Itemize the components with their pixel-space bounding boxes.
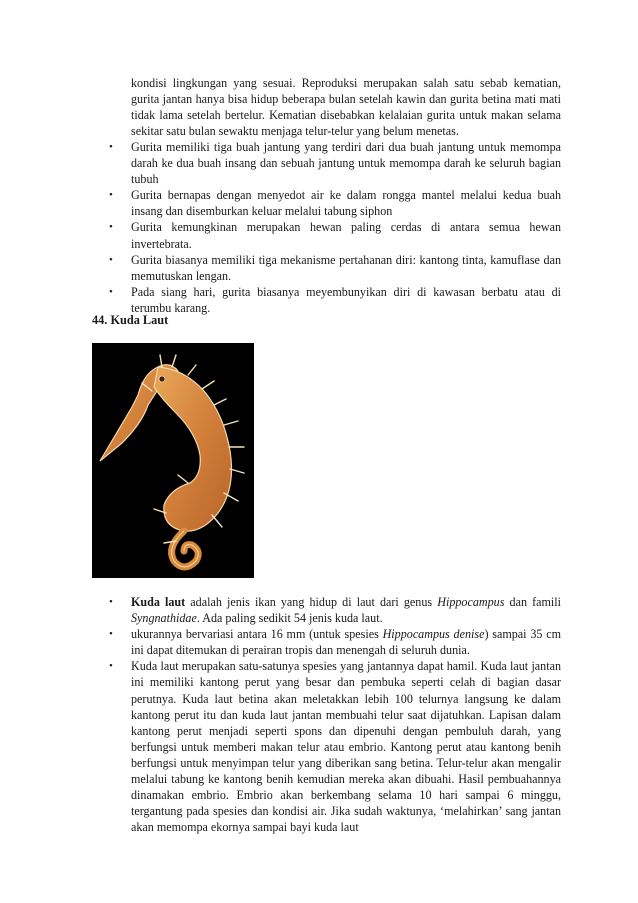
- list-item: • Kuda laut merupakan satu-satunya spesies yang jantannya dapat hamil. Kuda laut jantan ini memiliki kantong perut yang besar dan pembuka seperti celah di bagian dasar perutnya. Kuda laut betina akan meletakkan lebih 100 telurnya langsung ke dalam kantong perut itu dan kuda laut jantan membuahi telur saat dijatuhkan. Lapisan dalam kantong perut menjadi seperti spons dan dipenuhi dengan pembuluh darah, yang berfungsi untuk memberi makan telur atau embrio. Kantong perut atau kantong benih berfungsi untuk menyimpan telur yang diberikan sang betina. Telur-telur akan mengalir melalui tabung ke kantong benih kemudian mereka akan dibuahi. Hasil pembuahannya dinamakan embrio. Embrio akan berkembang selama 10 hari sampai 6 minggu, tergantung pada spesies dan kondisi air. Jika sudah waktunya, ‘melahirkan’ sang jantan akan memompa ekornya sampai bayi kuda laut: [109, 659, 561, 835]
- list-item: • ukurannya bervariasi antara 16 mm (untuk spesies Hippocampus denise) sampai 35 cm ini dapat ditemukan di perairan tropis dan menengah di seluruh dunia.: [109, 627, 561, 658]
- section-heading: 44. Kuda Laut: [92, 313, 169, 327]
- species-name: Hippocampus denise: [382, 627, 485, 642]
- bullet-icon: •: [109, 628, 113, 641]
- bullet-icon: •: [109, 660, 113, 673]
- term-bold: Kuda laut: [131, 595, 186, 609]
- list-item: • Gurita memiliki tiga buah jantung yang terdiri dari dua buah jantung untuk memompa darah ke dua buah insang dan sebuah jantung untuk memompa darah ke seluruh bagian tubuh: [109, 140, 561, 187]
- family-name: Syngnathidae: [131, 611, 197, 626]
- bullet-icon: •: [109, 596, 113, 608]
- list-item: • Gurita biasanya memiliki tiga mekanisme pertahanan diri: kantong tinta, kamuflase dan memutuskan lengan.: [109, 252, 561, 283]
- bullet-icon: •: [109, 253, 113, 266]
- list-item: • Gurita bernapas dengan menyedot air ke dalam rongga mantel melalui kedua buah insang dan disemburkan keluar melalui tabung siphon: [109, 188, 561, 219]
- octopus-facts-list: [109, 139, 561, 316]
- list-item: • Gurita kemungkinan merupakan hewan paling cerdas di antara semua hewan invertebrata.: [109, 220, 561, 251]
- bullet-icon: •: [109, 189, 113, 202]
- bullet-icon: •: [109, 141, 113, 153]
- continuation-paragraph: kondisi lingkungan yang sesuai. Reproduksi merupakan salah satu sebab kematian, gurita jantan hanya bisa hidup beberapa bulan setelah kawin dan gurita betina mati mati tidak lama setelah bertelur. Kematian disebabkan kelalaian gurita untuk makan selama sekitar satu bulan sewaktu menjaga telur-telur yang belum menetas.: [131, 76, 561, 139]
- genus-name: Hippocampus: [437, 595, 505, 609]
- seahorse-photo: [92, 343, 254, 578]
- bullet-icon: •: [109, 285, 113, 298]
- list-item: • Pada siang hari, gurita biasanya meyembunyikan diri di kawasan berbatu atau di terumbu karang.: [109, 284, 561, 315]
- seahorse-facts-list: [109, 594, 561, 835]
- list-item: • Kuda laut adalah jenis ikan yang hidup di laut dari genus Hippocampus dan famili Syngnathidae. Ada paling sedikit 54 jenis kuda laut.: [109, 595, 561, 626]
- bullet-icon: •: [109, 221, 113, 234]
